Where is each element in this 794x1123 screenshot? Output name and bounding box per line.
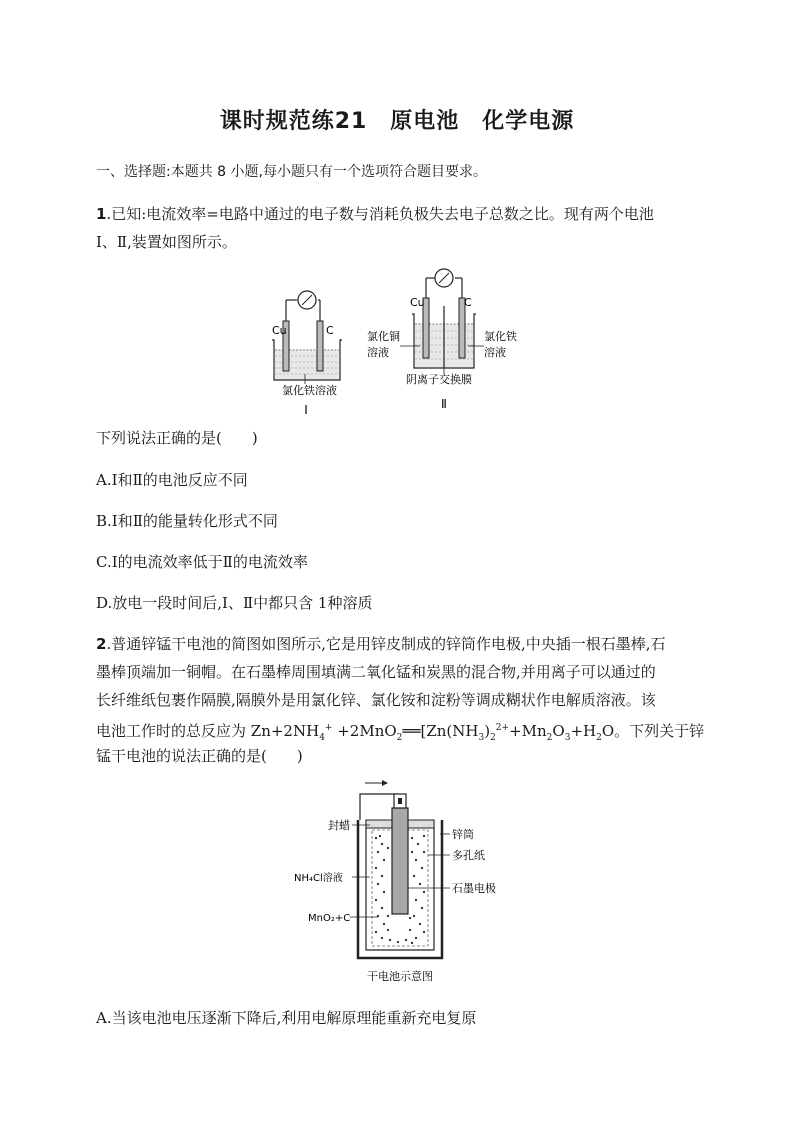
cell-two-left-solution-2: 溶液 <box>367 346 389 359</box>
q1-option-d: D.放电一段时间后,Ⅰ、Ⅱ中都只含 1种溶质 <box>96 594 373 612</box>
q1-number: 1 <box>96 205 107 223</box>
q2-line3: 长纤维纸包裹作隔膜,隔膜外是用氯化锌、氯化铵和淀粉等调成糊状作电解质溶液。该 <box>96 691 656 709</box>
cell-one-diagram <box>272 291 342 416</box>
q2-text1: .普通锌锰干电池的简图如图所示,它是用锌皮制成的锌筒作电极,中央插一根石墨棒,石 <box>106 635 666 653</box>
figure-caption: 干电池示意图 <box>367 970 433 983</box>
label-wax: 封蜡 <box>328 819 350 832</box>
arrow-right-icon <box>382 780 388 786</box>
cell-two-right-solution-2: 溶液 <box>484 346 506 359</box>
label-graphite: 石墨电极 <box>452 882 496 895</box>
label-zinc-can: 锌筒 <box>452 828 474 841</box>
page-title: 课时规范练21 原电池 化学电源 <box>219 109 575 134</box>
q1-option-a: A.Ⅰ和Ⅱ的电池反应不同 <box>96 471 248 489</box>
q1-line1 <box>96 202 696 226</box>
cell-one-c-label: C <box>326 324 334 337</box>
label-nh4cl: NH₄Cl溶液 <box>294 873 343 884</box>
q1-figure <box>260 266 550 416</box>
cell-two-left-solution-1: 氯化铜 <box>367 330 400 343</box>
q2-number: 2 <box>96 635 107 653</box>
label-porous-paper: 多孔纸 <box>452 849 485 862</box>
cell-two-right-solution-1: 氯化铁 <box>484 330 517 343</box>
cell-two-c-label: C <box>464 296 472 309</box>
q2-line1 <box>96 632 696 656</box>
cell-two-roman: Ⅱ <box>441 397 447 411</box>
q2-line5: 锰干电池的说法正确的是( ) <box>96 747 303 765</box>
q1-line2: Ⅰ、Ⅱ,装置如图所示。 <box>96 233 237 251</box>
cell-one-roman: Ⅰ <box>304 403 308 416</box>
q2-figure <box>290 778 540 988</box>
section-heading: 一、选择题:本题共 8 小题,每小题只有一个选项符合题目要求。 <box>96 164 487 180</box>
cell-two-membrane-label: 阴离子交换膜 <box>406 373 472 386</box>
q1-stem: 下列说法正确的是( ) <box>96 429 258 447</box>
q2-line2: 墨棒顶端加一铜帽。在石墨棒周围填满二氧化锰和炭黑的混合物,并用离子可以通过的 <box>96 663 656 681</box>
cell-two-cu-label: Cu <box>410 296 425 309</box>
q1-option-c: C.Ⅰ的电流效率低于Ⅱ的电流效率 <box>96 553 308 571</box>
q2-option-a: A.当该电池电压逐渐下降后,利用电解原理能重新充电复原 <box>96 1009 477 1027</box>
cell-one-solution-label: 氯化铁溶液 <box>282 384 337 397</box>
cell-one-cu-label: Cu <box>272 324 287 337</box>
q1-text1: .已知:电流效率=电路中通过的电子数与消耗负极失去电子总数之比。现有两个电池 <box>106 205 654 223</box>
q1-option-b: B.Ⅰ和Ⅱ的能量转化形式不同 <box>96 512 278 530</box>
cell-two-diagram <box>367 269 517 411</box>
q2-line4: 电池工作时的总反应为 $Zn+2NH_4^+$ $+2MnO_2══[Zn(NH_3)_2^{2+}+Mn_2O_3+H_2O$。下列关于锌 <box>96 722 705 743</box>
label-mno2: MnO₂+C <box>308 913 351 924</box>
